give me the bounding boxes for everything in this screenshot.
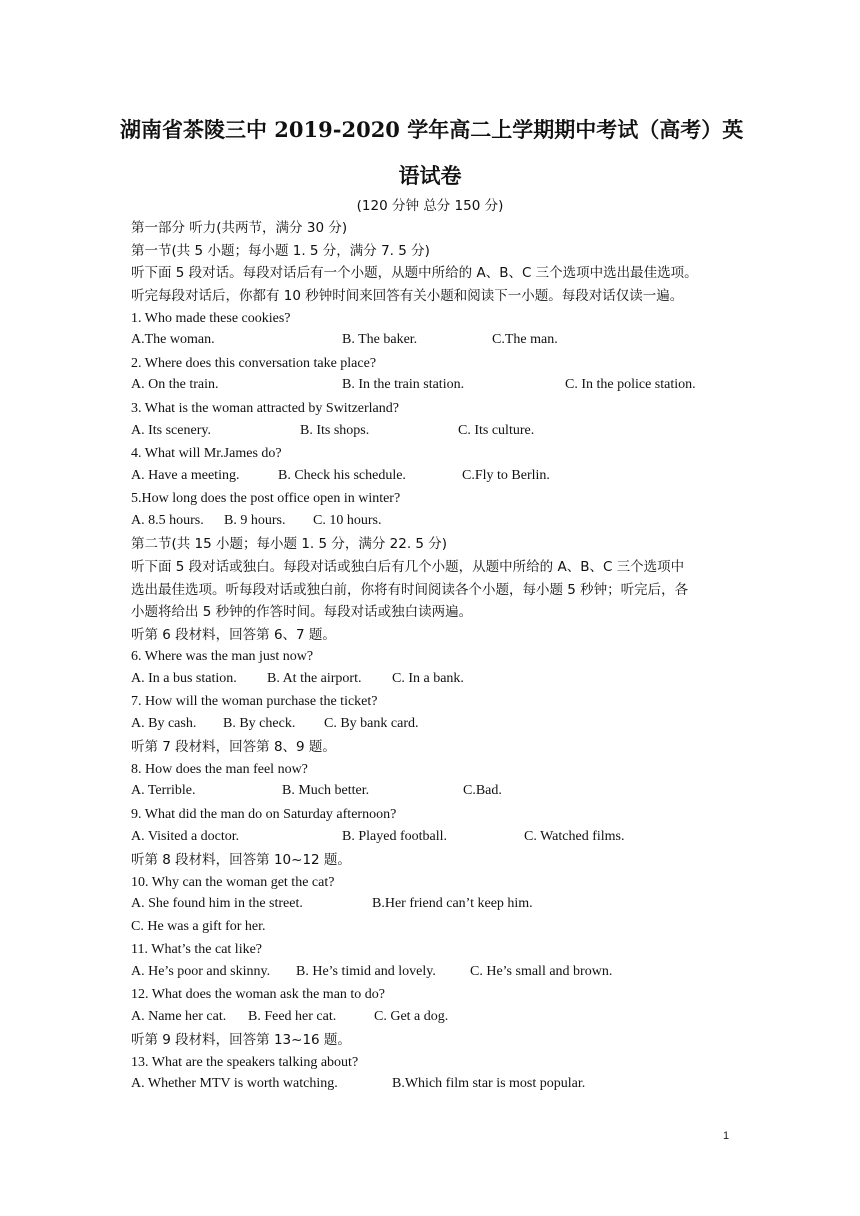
q12-option-c: C. Get a dog. — [374, 1009, 449, 1024]
q9-option-b: B. Played football. — [342, 829, 447, 844]
question-3: 3. What is the woman attracted by Switzerland? — [131, 401, 399, 416]
section-two-instructions-2: 选出最佳选项。听每段对话或独白前，你将有时间阅读各个小题，每小题 5 秒钟；听完后，各 — [131, 582, 689, 598]
q2-option-a: A. On the train. — [131, 377, 219, 392]
q6-option-b: B. At the airport. — [267, 671, 362, 686]
section-one-instructions-1: 听下面 5 段对话。每段对话后有一个小题，从题中所给的 A、B、C 三个选项中选出最佳选项。 — [131, 265, 698, 281]
q11-option-b: B. He’s timid and lovely. — [296, 964, 436, 979]
section-two-instructions-1: 听下面 5 段对话或独白。每段对话或独白后有几个小题，从题中所给的 A、B、C 三个选项中 — [131, 559, 685, 575]
question-8: 8. How does the man feel now? — [131, 762, 308, 777]
section-two-instructions-3: 小题将给出 5 秒钟的作答时间。每段对话或独白读两遍。 — [131, 604, 473, 620]
question-5: 5.How long does the post office open in winter? — [131, 491, 401, 506]
question-2: 2. Where does this conversation take place? — [131, 356, 377, 371]
q8-option-c: C.Bad. — [463, 783, 502, 798]
q1-option-a: A.The woman. — [131, 332, 215, 347]
q5-option-b: B. 9 hours. — [224, 513, 286, 528]
q10-option-a: A. She found him in the street. — [131, 896, 303, 911]
q11-option-c: C. He’s small and brown. — [470, 964, 613, 979]
q11-option-a: A. He’s poor and skinny. — [131, 964, 271, 979]
q9-option-a: A. Visited a doctor. — [131, 829, 240, 844]
q8-option-b: B. Much better. — [282, 783, 370, 798]
question-11: 11. What’s the cat like? — [131, 942, 263, 957]
page-number: 1 — [723, 1130, 730, 1142]
part-one-heading: 第一部分 听力(共两节，满分 30 分) — [131, 220, 348, 236]
material-6-heading: 听第 6 段材料，回答第 6、7 题。 — [131, 627, 336, 643]
time-info: (120 分钟 总分 150 分) — [356, 198, 504, 214]
q7-option-a: A. By cash. — [131, 716, 197, 731]
question-1: 1. Who made these cookies? — [131, 311, 291, 326]
question-10: 10. Why can the woman get the cat? — [131, 875, 335, 890]
q7-option-b: B. By check. — [223, 716, 296, 731]
title-line-2: 语试卷 — [398, 163, 462, 188]
section-two-heading: 第二节(共 15 小题；每小题 1. 5 分，满分 22. 5 分) — [131, 536, 448, 552]
question-6: 6. Where was the man just now? — [131, 649, 314, 664]
question-12: 12. What does the woman ask the man to do? — [131, 987, 386, 1002]
q2-option-c: C. In the police station. — [565, 377, 696, 392]
q8-option-a: A. Terrible. — [131, 783, 196, 798]
material-7-heading: 听第 7 段材料，回答第 8、9 题。 — [131, 739, 336, 755]
q10-option-b: B.Her friend can’t keep him. — [372, 896, 533, 911]
question-7: 7. How will the woman purchase the ticket? — [131, 694, 378, 709]
material-9-heading: 听第 9 段材料，回答第 13~16 题。 — [131, 1032, 351, 1048]
q12-option-a: A. Name her cat. — [131, 1009, 227, 1024]
q1-option-b: B. The baker. — [342, 332, 418, 347]
q3-option-a: A. Its scenery. — [131, 423, 211, 438]
q5-option-a: A. 8.5 hours. — [131, 513, 204, 528]
q4-option-b: B. Check his schedule. — [278, 468, 406, 483]
q7-option-c: C. By bank card. — [324, 716, 419, 731]
q6-option-a: A. In a bus station. — [131, 671, 237, 686]
material-8-heading: 听第 8 段材料，回答第 10~12 题。 — [131, 852, 351, 868]
section-one-instructions-2: 听完每段对话后，你都有 10 秒钟时间来回答有关小题和阅读下一小题。每段对话仅读一遍。 — [131, 288, 684, 304]
q12-option-b: B. Feed her cat. — [248, 1009, 337, 1024]
title-line-1: 湖南省茶陵三中 2019-2020 学年高二上学期期中考试（高考）英 — [120, 117, 744, 142]
q1-option-c: C.The man. — [492, 332, 558, 347]
q5-option-c: C. 10 hours. — [313, 513, 382, 528]
q3-option-c: C. Its culture. — [458, 423, 535, 438]
q10-option-c: C. He was a gift for her. — [131, 919, 266, 934]
section-one-heading: 第一节(共 5 小题；每小题 1. 5 分，满分 7. 5 分) — [131, 243, 430, 259]
q9-option-c: C. Watched films. — [524, 829, 625, 844]
question-9: 9. What did the man do on Saturday afternoon? — [131, 807, 397, 822]
q6-option-c: C. In a bank. — [392, 671, 464, 686]
q4-option-a: A. Have a meeting. — [131, 468, 240, 483]
q2-option-b: B. In the train station. — [342, 377, 465, 392]
q13-option-b: B.Which film star is most popular. — [392, 1076, 586, 1091]
q13-option-a: A. Whether MTV is worth watching. — [131, 1076, 338, 1091]
q4-option-c: C.Fly to Berlin. — [462, 468, 550, 483]
q3-option-b: B. Its shops. — [300, 423, 370, 438]
question-4: 4. What will Mr.James do? — [131, 446, 282, 461]
question-13: 13. What are the speakers talking about? — [131, 1055, 359, 1070]
